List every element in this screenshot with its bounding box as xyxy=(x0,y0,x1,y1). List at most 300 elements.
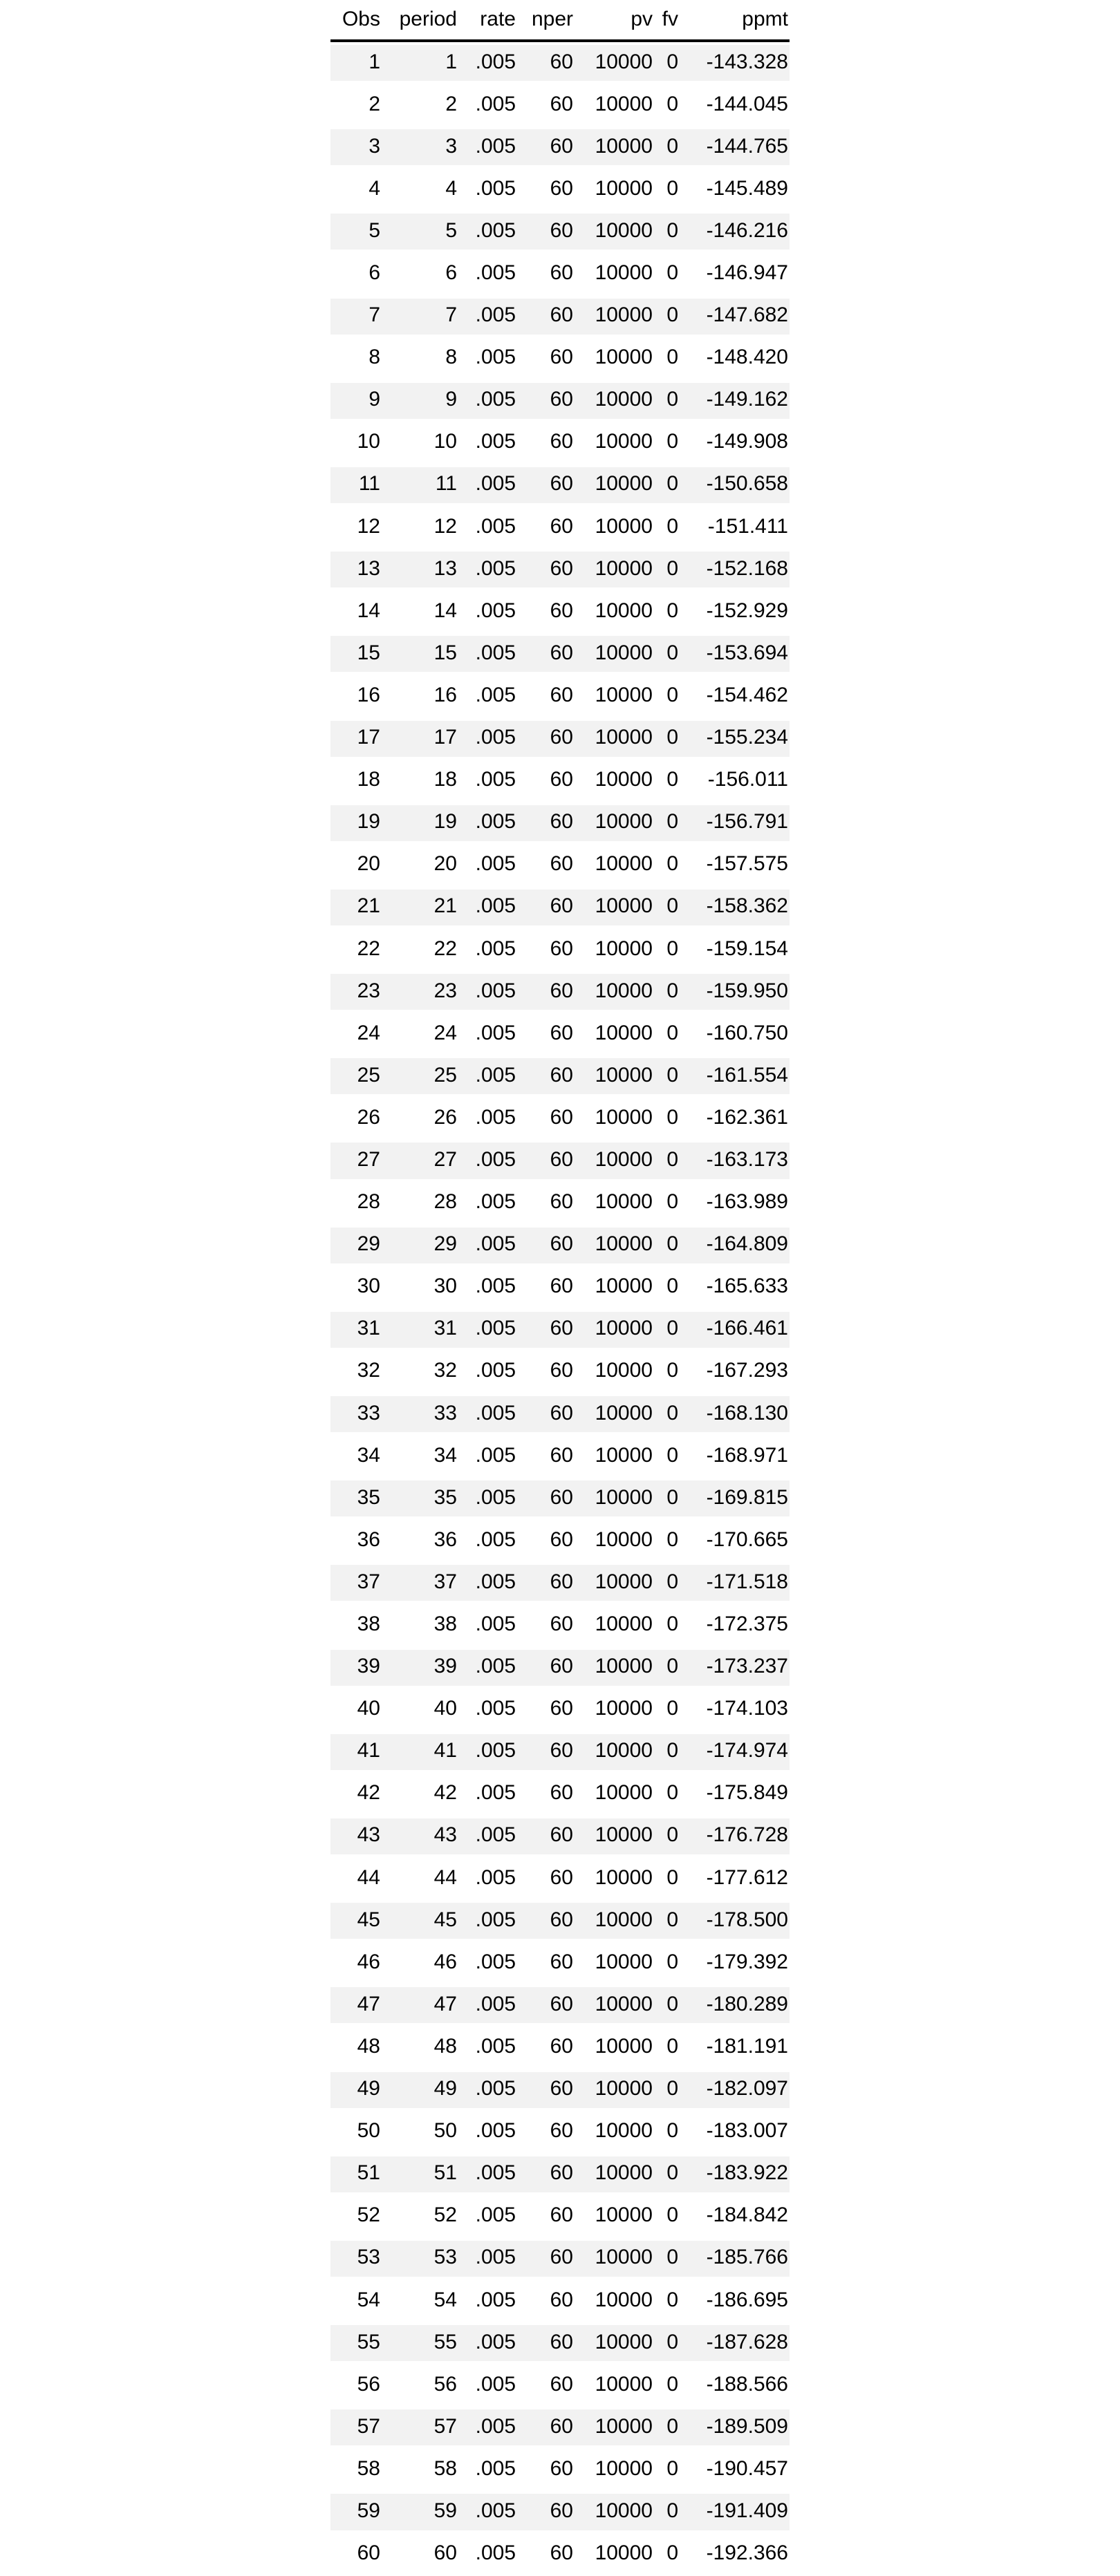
table-row xyxy=(330,1013,790,1055)
table-row xyxy=(330,169,790,211)
table-row xyxy=(330,1984,790,2027)
cell-nper: 60 xyxy=(550,1275,573,1298)
cell-rate: .005 xyxy=(475,2372,516,2396)
cell-period: 55 xyxy=(433,2330,457,2353)
cell-period: 38 xyxy=(433,1613,457,1636)
cell-fv: 0 xyxy=(666,1992,678,2015)
cell-rate: .005 xyxy=(475,218,516,242)
table-row xyxy=(330,633,790,675)
cell-fv: 0 xyxy=(666,134,678,158)
cell-period: 8 xyxy=(445,346,457,369)
cell-period: 54 xyxy=(433,2288,457,2311)
cell-period: 59 xyxy=(433,2499,457,2522)
cell-period: 25 xyxy=(433,1063,457,1087)
cell-rate: .005 xyxy=(475,852,516,876)
cell-pv: 10000 xyxy=(595,1232,653,1256)
table-row xyxy=(330,675,790,717)
cell-nper: 60 xyxy=(550,2161,573,2185)
cell-nper: 60 xyxy=(550,1063,573,1087)
cell-ppmt: -149.162 xyxy=(706,388,788,411)
table-row xyxy=(330,380,790,422)
cell-rate: .005 xyxy=(475,2414,516,2438)
cell-fv: 0 xyxy=(666,1655,678,1678)
cell-pv: 10000 xyxy=(595,1190,653,1214)
table-row xyxy=(330,1436,790,1478)
cell-ppmt: -187.628 xyxy=(706,2330,788,2353)
cell-rate: .005 xyxy=(475,979,516,1002)
cell-fv: 0 xyxy=(666,1317,678,1340)
cell-fv: 0 xyxy=(666,1865,678,1889)
table-row xyxy=(330,84,790,126)
cell-fv: 0 xyxy=(666,1781,678,1805)
cell-period: 1 xyxy=(445,50,457,73)
cell-pv: 10000 xyxy=(595,2119,653,2143)
cell-pv: 10000 xyxy=(595,2330,653,2353)
cell-pv: 10000 xyxy=(595,1950,653,1973)
table-row xyxy=(330,1689,790,1731)
cell-ppmt: -157.575 xyxy=(706,852,788,876)
cell-period: 18 xyxy=(433,768,457,791)
cell-obs: 49 xyxy=(357,2077,380,2100)
table-row xyxy=(330,2112,790,2154)
cell-fv: 0 xyxy=(666,683,678,706)
table-row xyxy=(330,2196,790,2238)
cell-ppmt: -191.409 xyxy=(706,2499,788,2522)
cell-fv: 0 xyxy=(666,514,678,538)
cell-pv: 10000 xyxy=(595,2034,653,2058)
table-row xyxy=(330,253,790,295)
cell-fv: 0 xyxy=(666,2119,678,2143)
table-row xyxy=(330,2407,790,2449)
cell-pv: 10000 xyxy=(595,1527,653,1551)
cell-obs: 40 xyxy=(357,1697,380,1720)
cell-nper: 60 xyxy=(550,2414,573,2438)
cell-obs: 37 xyxy=(357,1570,380,1593)
table-row xyxy=(330,2280,790,2322)
cell-period: 44 xyxy=(433,1865,457,1889)
cell-ppmt: -148.420 xyxy=(706,346,788,369)
table-row xyxy=(330,549,790,591)
cell-rate: .005 xyxy=(475,1190,516,1214)
cell-ppmt: -146.216 xyxy=(706,218,788,242)
cell-nper: 60 xyxy=(550,1401,573,1425)
cell-period: 36 xyxy=(433,1527,457,1551)
cell-nper: 60 xyxy=(550,261,573,285)
cell-period: 24 xyxy=(433,1021,457,1044)
cell-ppmt: -160.750 xyxy=(706,1021,788,1044)
cell-nper: 60 xyxy=(550,1190,573,1214)
cell-fv: 0 xyxy=(666,218,678,242)
cell-obs: 54 xyxy=(357,2288,380,2311)
column-header-fv: fv xyxy=(662,8,678,30)
cell-obs: 45 xyxy=(357,1908,380,1931)
cell-rate: .005 xyxy=(475,2246,516,2269)
cell-pv: 10000 xyxy=(595,1865,653,1889)
cell-period: 49 xyxy=(433,2077,457,2100)
cell-ppmt: -192.366 xyxy=(706,2541,788,2565)
cell-nper: 60 xyxy=(550,1359,573,1382)
cell-rate: .005 xyxy=(475,2077,516,2100)
table-row xyxy=(330,2027,790,2069)
cell-nper: 60 xyxy=(550,2246,573,2269)
cell-period: 10 xyxy=(433,430,457,453)
cell-nper: 60 xyxy=(550,726,573,749)
cell-nper: 60 xyxy=(550,92,573,115)
cell-rate: .005 xyxy=(475,1147,516,1171)
cell-obs: 55 xyxy=(357,2330,380,2353)
cell-nper: 60 xyxy=(550,2330,573,2353)
cell-obs: 7 xyxy=(368,303,380,327)
cell-ppmt: -144.045 xyxy=(706,92,788,115)
cell-ppmt: -186.695 xyxy=(706,2288,788,2311)
cell-pv: 10000 xyxy=(595,514,653,538)
cell-ppmt: -184.842 xyxy=(706,2203,788,2227)
cell-period: 16 xyxy=(433,683,457,706)
cell-pv: 10000 xyxy=(595,303,653,327)
cell-period: 26 xyxy=(433,1105,457,1129)
cell-period: 42 xyxy=(433,1781,457,1805)
cell-ppmt: -183.007 xyxy=(706,2119,788,2143)
cell-ppmt: -176.728 xyxy=(706,1823,788,1847)
cell-pv: 10000 xyxy=(595,979,653,1002)
cell-pv: 10000 xyxy=(595,1147,653,1171)
cell-rate: .005 xyxy=(475,2330,516,2353)
cell-rate: .005 xyxy=(475,388,516,411)
cell-nper: 60 xyxy=(550,1992,573,2015)
cell-period: 57 xyxy=(433,2414,457,2438)
cell-fv: 0 xyxy=(666,852,678,876)
cell-rate: .005 xyxy=(475,1317,516,1340)
cell-nper: 60 xyxy=(550,1823,573,1847)
cell-pv: 10000 xyxy=(595,1485,653,1509)
cell-obs: 19 xyxy=(357,810,380,834)
cell-pv: 10000 xyxy=(595,1655,653,1678)
cell-period: 50 xyxy=(433,2119,457,2143)
cell-rate: .005 xyxy=(475,92,516,115)
cell-pv: 10000 xyxy=(595,261,653,285)
cell-obs: 28 xyxy=(357,1190,380,1214)
cell-obs: 9 xyxy=(368,388,380,411)
cell-period: 22 xyxy=(433,937,457,960)
table-row xyxy=(330,2365,790,2407)
cell-fv: 0 xyxy=(666,1063,678,1087)
cell-rate: .005 xyxy=(475,1443,516,1467)
cell-obs: 33 xyxy=(357,1401,380,1425)
cell-period: 35 xyxy=(433,1485,457,1509)
cell-pv: 10000 xyxy=(595,134,653,158)
cell-rate: .005 xyxy=(475,1232,516,1256)
cell-fv: 0 xyxy=(666,2541,678,2565)
cell-ppmt: -169.815 xyxy=(706,1485,788,1509)
cell-obs: 22 xyxy=(357,937,380,960)
cell-obs: 38 xyxy=(357,1613,380,1636)
cell-nper: 60 xyxy=(550,303,573,327)
table-row xyxy=(330,1478,790,1520)
cell-pv: 10000 xyxy=(595,2414,653,2438)
table-row xyxy=(330,1183,790,1225)
cell-rate: .005 xyxy=(475,514,516,538)
cell-pv: 10000 xyxy=(595,894,653,918)
cell-obs: 12 xyxy=(357,514,380,538)
cell-rate: .005 xyxy=(475,1359,516,1382)
cell-rate: .005 xyxy=(475,50,516,73)
cell-nper: 60 xyxy=(550,1908,573,1931)
cell-ppmt: -153.694 xyxy=(706,641,788,664)
cell-pv: 10000 xyxy=(595,2499,653,2522)
cell-period: 17 xyxy=(433,726,457,749)
cell-rate: .005 xyxy=(475,599,516,622)
cell-pv: 10000 xyxy=(595,1908,653,1931)
cell-nper: 60 xyxy=(550,388,573,411)
cell-rate: .005 xyxy=(475,2203,516,2227)
cell-ppmt: -178.500 xyxy=(706,1908,788,1931)
column-header-pv: pv xyxy=(631,8,653,30)
cell-period: 40 xyxy=(433,1697,457,1720)
cell-nper: 60 xyxy=(550,2456,573,2480)
cell-ppmt: -161.554 xyxy=(706,1063,788,1087)
table-row xyxy=(330,1098,790,1140)
cell-pv: 10000 xyxy=(595,430,653,453)
cell-pv: 10000 xyxy=(595,810,653,834)
cell-period: 32 xyxy=(433,1359,457,1382)
cell-obs: 34 xyxy=(357,1443,380,1467)
cell-rate: .005 xyxy=(475,1739,516,1762)
cell-rate: .005 xyxy=(475,2161,516,2185)
cell-obs: 23 xyxy=(357,979,380,1002)
cell-pv: 10000 xyxy=(595,1063,653,1087)
cell-obs: 18 xyxy=(357,768,380,791)
cell-fv: 0 xyxy=(666,1908,678,1931)
cell-fv: 0 xyxy=(666,1570,678,1593)
cell-pv: 10000 xyxy=(595,472,653,496)
table-row xyxy=(330,1140,790,1182)
cell-pv: 10000 xyxy=(595,1823,653,1847)
cell-pv: 10000 xyxy=(595,2161,653,2185)
cell-ppmt: -168.971 xyxy=(706,1443,788,1467)
cell-ppmt: -154.462 xyxy=(706,683,788,706)
cell-ppmt: -172.375 xyxy=(706,1613,788,1636)
cell-fv: 0 xyxy=(666,2414,678,2438)
table-row xyxy=(330,126,790,169)
cell-fv: 0 xyxy=(666,176,678,200)
cell-nper: 60 xyxy=(550,599,573,622)
cell-rate: .005 xyxy=(475,2288,516,2311)
table-row xyxy=(330,2534,790,2576)
cell-nper: 60 xyxy=(550,218,573,242)
cell-obs: 35 xyxy=(357,1485,380,1509)
cell-nper: 60 xyxy=(550,979,573,1002)
cell-rate: .005 xyxy=(475,726,516,749)
cell-obs: 30 xyxy=(357,1275,380,1298)
cell-rate: .005 xyxy=(475,1950,516,1973)
cell-pv: 10000 xyxy=(595,1021,653,1044)
table-row xyxy=(330,296,790,338)
cell-nper: 60 xyxy=(550,556,573,580)
cell-fv: 0 xyxy=(666,1443,678,1467)
cell-fv: 0 xyxy=(666,1527,678,1551)
cell-obs: 36 xyxy=(357,1527,380,1551)
cell-rate: .005 xyxy=(475,2499,516,2522)
cell-obs: 17 xyxy=(357,726,380,749)
table-row xyxy=(330,1858,790,1900)
cell-nper: 60 xyxy=(550,134,573,158)
cell-fv: 0 xyxy=(666,1950,678,1973)
cell-nper: 60 xyxy=(550,2288,573,2311)
cell-ppmt: -167.293 xyxy=(706,1359,788,1382)
table-row xyxy=(330,591,790,633)
cell-nper: 60 xyxy=(550,1739,573,1762)
cell-pv: 10000 xyxy=(595,1443,653,1467)
cell-rate: .005 xyxy=(475,176,516,200)
cell-obs: 2 xyxy=(368,92,380,115)
table-row xyxy=(330,211,790,253)
cell-ppmt: -175.849 xyxy=(706,1781,788,1805)
table-row xyxy=(330,887,790,929)
table-row xyxy=(330,422,790,464)
cell-ppmt: -181.191 xyxy=(706,2034,788,2058)
cell-pv: 10000 xyxy=(595,1697,653,1720)
cell-pv: 10000 xyxy=(595,1613,653,1636)
cell-rate: .005 xyxy=(475,937,516,960)
cell-nper: 60 xyxy=(550,430,573,453)
table-row xyxy=(330,1309,790,1351)
cell-obs: 32 xyxy=(357,1359,380,1382)
cell-obs: 52 xyxy=(357,2203,380,2227)
cell-obs: 50 xyxy=(357,2119,380,2143)
table-row xyxy=(330,2322,790,2365)
cell-pv: 10000 xyxy=(595,1401,653,1425)
cell-ppmt: -189.509 xyxy=(706,2414,788,2438)
cell-pv: 10000 xyxy=(595,556,653,580)
cell-rate: .005 xyxy=(475,472,516,496)
table-row xyxy=(330,2491,790,2533)
table-row xyxy=(330,1562,790,1604)
cell-fv: 0 xyxy=(666,1021,678,1044)
cell-obs: 43 xyxy=(357,1823,380,1847)
cell-rate: .005 xyxy=(475,683,516,706)
cell-period: 19 xyxy=(433,810,457,834)
cell-period: 13 xyxy=(433,556,457,580)
cell-rate: .005 xyxy=(475,1570,516,1593)
cell-ppmt: -156.011 xyxy=(707,768,788,791)
cell-rate: .005 xyxy=(475,1105,516,1129)
cell-pv: 10000 xyxy=(595,1570,653,1593)
cell-obs: 6 xyxy=(368,261,380,285)
cell-ppmt: -171.518 xyxy=(706,1570,788,1593)
cell-period: 53 xyxy=(433,2246,457,2269)
cell-period: 51 xyxy=(433,2161,457,2185)
table-row xyxy=(330,2069,790,2112)
cell-rate: .005 xyxy=(475,1401,516,1425)
cell-rate: .005 xyxy=(475,1697,516,1720)
cell-obs: 5 xyxy=(368,218,380,242)
cell-pv: 10000 xyxy=(595,937,653,960)
cell-rate: .005 xyxy=(475,894,516,918)
cell-rate: .005 xyxy=(475,134,516,158)
cell-period: 56 xyxy=(433,2372,457,2396)
cell-period: 27 xyxy=(433,1147,457,1171)
cell-period: 2 xyxy=(445,92,457,115)
table-row xyxy=(330,464,790,507)
cell-rate: .005 xyxy=(475,1992,516,2015)
cell-nper: 60 xyxy=(550,2119,573,2143)
table-row xyxy=(330,760,790,802)
cell-obs: 10 xyxy=(357,430,380,453)
cell-fv: 0 xyxy=(666,1401,678,1425)
cell-pv: 10000 xyxy=(595,1275,653,1298)
cell-obs: 29 xyxy=(357,1232,380,1256)
cell-fv: 0 xyxy=(666,1739,678,1762)
cell-period: 60 xyxy=(433,2541,457,2565)
cell-nper: 60 xyxy=(550,1232,573,1256)
cell-ppmt: -145.489 xyxy=(706,176,788,200)
table-row xyxy=(330,1393,790,1436)
cell-period: 43 xyxy=(433,1823,457,1847)
cell-period: 31 xyxy=(433,1317,457,1340)
cell-nper: 60 xyxy=(550,472,573,496)
cell-pv: 10000 xyxy=(595,2077,653,2100)
cell-ppmt: -180.289 xyxy=(706,1992,788,2015)
cell-fv: 0 xyxy=(666,1359,678,1382)
cell-period: 9 xyxy=(445,388,457,411)
cell-fv: 0 xyxy=(666,303,678,327)
cell-fv: 0 xyxy=(666,50,678,73)
cell-rate: .005 xyxy=(475,1655,516,1678)
cell-obs: 44 xyxy=(357,1865,380,1889)
cell-ppmt: -159.950 xyxy=(706,979,788,1002)
cell-period: 41 xyxy=(433,1739,457,1762)
cell-nper: 60 xyxy=(550,1570,573,1593)
cell-nper: 60 xyxy=(550,641,573,664)
cell-ppmt: -163.989 xyxy=(706,1190,788,1214)
cell-fv: 0 xyxy=(666,1105,678,1129)
cell-fv: 0 xyxy=(666,1232,678,1256)
cell-ppmt: -163.173 xyxy=(706,1147,788,1171)
cell-obs: 4 xyxy=(368,176,380,200)
cell-rate: .005 xyxy=(475,2456,516,2480)
cell-fv: 0 xyxy=(666,599,678,622)
cell-nper: 60 xyxy=(550,2034,573,2058)
cell-period: 52 xyxy=(433,2203,457,2227)
cell-fv: 0 xyxy=(666,346,678,369)
cell-fv: 0 xyxy=(666,1275,678,1298)
cell-ppmt: -188.566 xyxy=(706,2372,788,2396)
cell-rate: .005 xyxy=(475,1527,516,1551)
cell-rate: .005 xyxy=(475,1908,516,1931)
cell-period: 46 xyxy=(433,1950,457,1973)
cell-pv: 10000 xyxy=(595,2203,653,2227)
cell-ppmt: -146.947 xyxy=(706,261,788,285)
cell-fv: 0 xyxy=(666,2077,678,2100)
cell-obs: 24 xyxy=(357,1021,380,1044)
cell-obs: 31 xyxy=(357,1317,380,1340)
column-header-obs: Obs xyxy=(342,8,380,30)
column-header-nper: nper xyxy=(531,8,573,30)
cell-fv: 0 xyxy=(666,641,678,664)
cell-pv: 10000 xyxy=(595,2246,653,2269)
cell-period: 20 xyxy=(433,852,457,876)
cell-rate: .005 xyxy=(475,1781,516,1805)
cell-nper: 60 xyxy=(550,1950,573,1973)
cell-period: 47 xyxy=(433,1992,457,2015)
cell-obs: 21 xyxy=(357,894,380,918)
cell-pv: 10000 xyxy=(595,726,653,749)
cell-obs: 13 xyxy=(357,556,380,580)
cell-period: 11 xyxy=(435,472,457,496)
column-header-rate: rate xyxy=(480,8,516,30)
cell-nper: 60 xyxy=(550,1443,573,1467)
cell-obs: 15 xyxy=(357,641,380,664)
